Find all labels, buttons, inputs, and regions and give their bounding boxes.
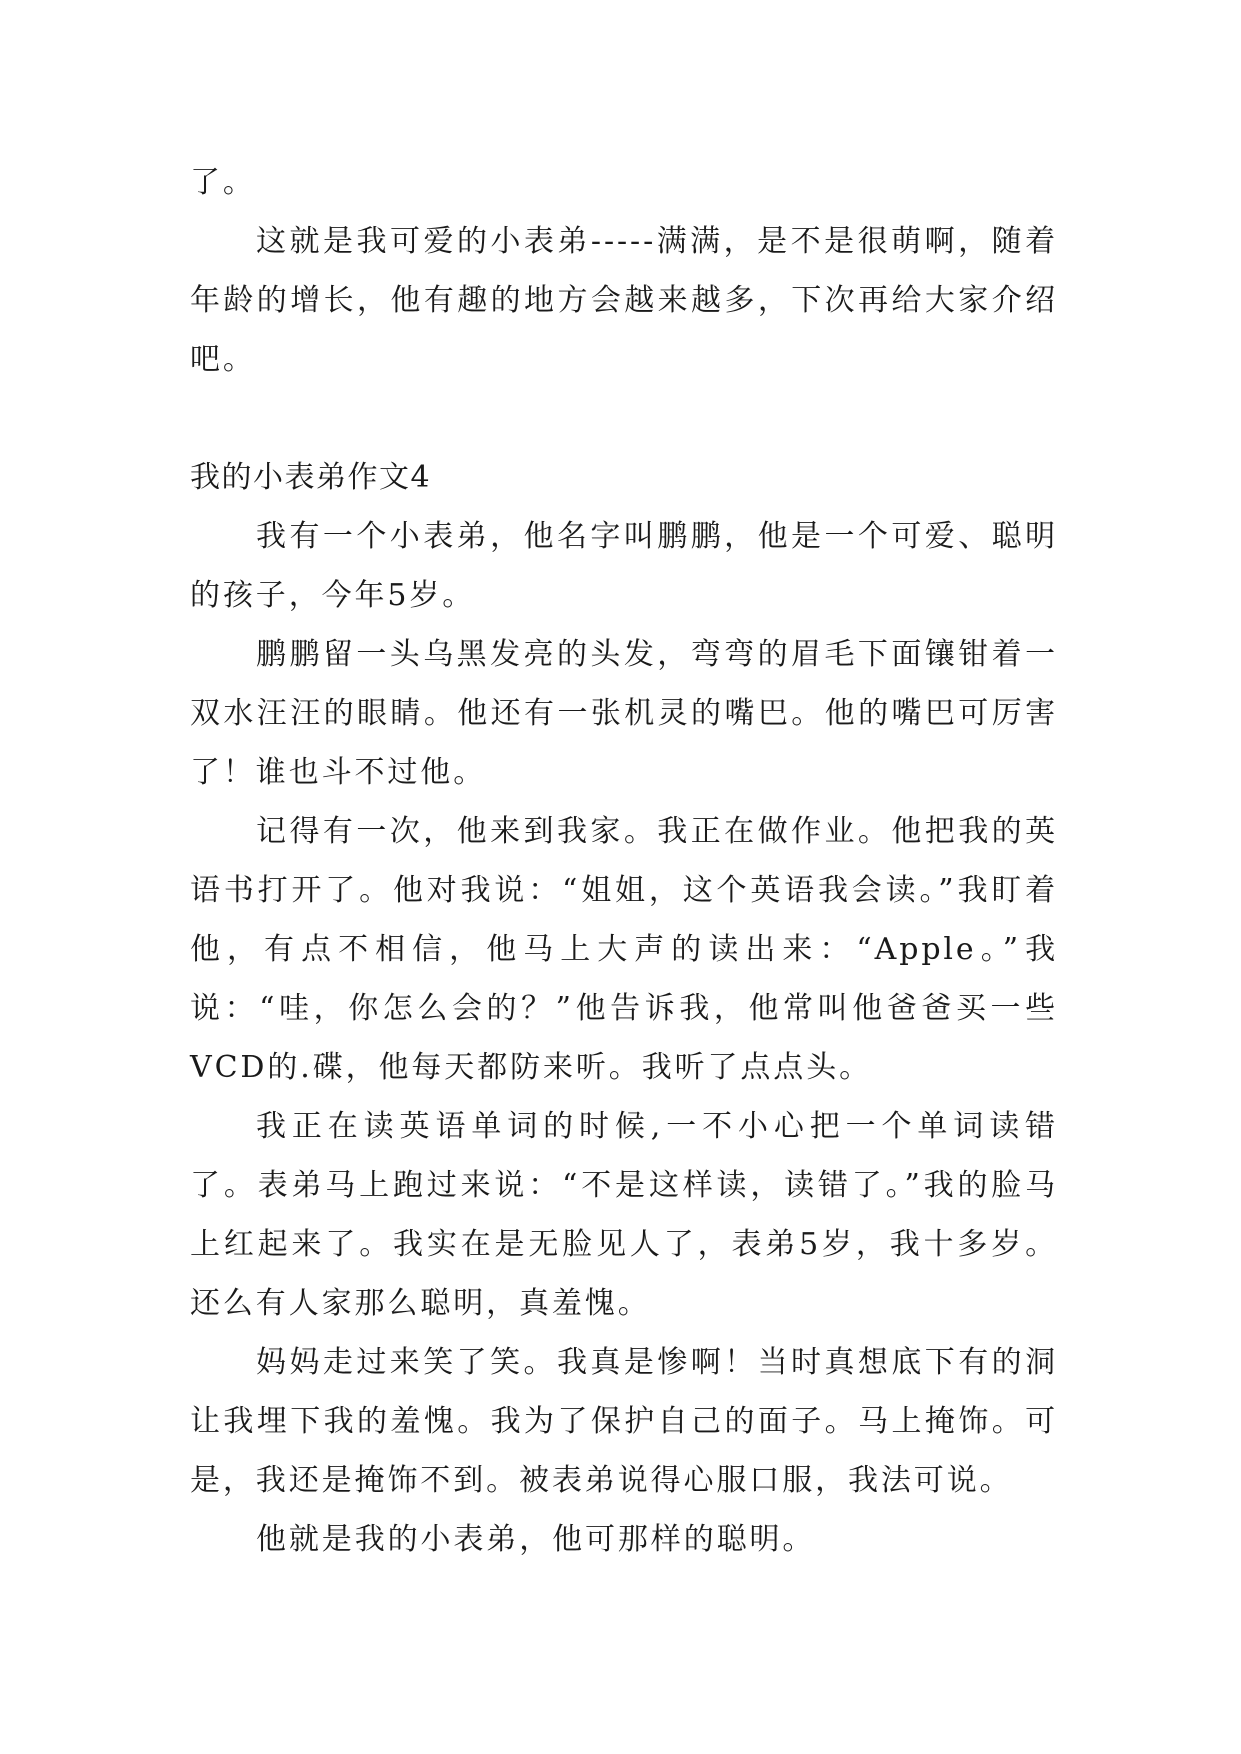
paragraph: 鹏鹏留一头乌黑发亮的头发，弯弯的眉毛下面镶钳着一双水汪汪的眼睛。他还有一张机灵的嘴巴。他的嘴巴可厉害了！谁也斗不过他。 [190,637,1058,790]
section-gap [190,389,1058,448]
paragraph: 他就是我的小表弟，他可那样的聪明。 [256,1522,816,1557]
paragraph: 妈妈走过来笑了笑。我真是惨啊！当时真想底下有的洞让我埋下我的羞愧。我为了保护自己的面子。马上掩饰。可是，我还是掩饰不到。被表弟说得心服口服，我法可说。 [190,1345,1058,1498]
paragraph-closing: 这就是我可爱的小表弟-----满满，是不是很萌啊，随着年龄的增长，他有趣的地方会越来越多，下次再给大家介绍吧。 [190,224,1058,377]
paragraph: 我正在读英语单词的时候,一不小心把一个单词读错了。表弟马上跑过来说：“不是这样读，读错了。”我的脸马上红起来了。我实在是无脸见人了，表弟5岁，我十多岁。还么有人家那么聪明，真羞愧。 [190,1109,1058,1321]
paragraph-continuation: 了。 [190,165,256,200]
section-title: 我的小表弟作文4 [190,460,432,495]
document-body [190,153,1058,1569]
paragraph: 我有一个小表弟，他名字叫鹏鹏，他是一个可爱、聪明的孩子，今年5岁。 [190,519,1058,613]
paragraph: 记得有一次，他来到我家。我正在做作业。他把我的英语书打开了。他对我说：“姐姐，这个英语我会读。”我盯着他，有点不相信，他马上大声的读出来：“Apple。”我说：“哇，你怎么会的？”他告诉我，他常叫他爸爸买一些VCD的.碟，他每天都防来听。我听了点点头。 [190,814,1058,1085]
